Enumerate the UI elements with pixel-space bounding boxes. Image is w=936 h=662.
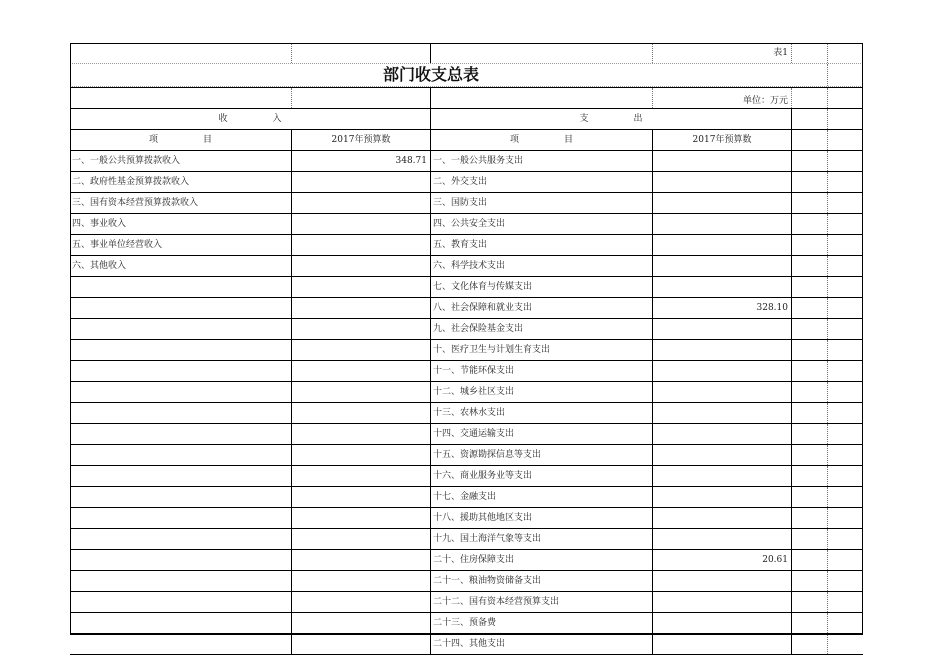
table-row bbox=[70, 298, 863, 319]
income-item-value: 348.71 bbox=[292, 151, 431, 171]
income-empty-cell bbox=[70, 571, 292, 591]
expense-item-label: 二十一、粮油物资储备支出 bbox=[431, 571, 653, 591]
expense-item-label: 七、文化体育与传媒支出 bbox=[431, 277, 653, 297]
expense-item-value bbox=[653, 382, 792, 402]
expense-item-label: 十二、城乡社区支出 bbox=[431, 382, 653, 402]
income-empty-value bbox=[292, 634, 431, 654]
table-row bbox=[70, 592, 863, 613]
expense-item-label: 二十、住房保障支出 bbox=[431, 550, 653, 570]
income-empty-cell bbox=[70, 592, 292, 612]
expense-item-value bbox=[653, 445, 792, 465]
table-row bbox=[70, 445, 863, 466]
income-item-value bbox=[292, 235, 431, 255]
expense-item-label: 十七、金融支出 bbox=[431, 487, 653, 507]
income-empty-cell bbox=[70, 529, 292, 549]
expense-item-label: 二十四、其他支出 bbox=[431, 634, 653, 654]
table-row bbox=[70, 256, 863, 277]
income-empty-cell bbox=[70, 340, 292, 360]
income-empty-value bbox=[292, 466, 431, 486]
income-empty-value bbox=[292, 571, 431, 591]
income-empty-cell bbox=[70, 277, 292, 297]
title-row bbox=[70, 64, 863, 87]
expense-item-label: 五、教育支出 bbox=[431, 235, 653, 255]
section-header-row bbox=[70, 108, 863, 129]
table-row bbox=[70, 529, 863, 550]
expense-item-label: 十、医疗卫生与计划生育支出 bbox=[431, 340, 653, 360]
table-number: 表1 bbox=[653, 43, 792, 63]
table-row bbox=[70, 508, 863, 529]
income-empty-value bbox=[292, 277, 431, 297]
expense-item-label: 十四、交通运输支出 bbox=[431, 424, 653, 444]
unit-label: 单位：万元 bbox=[653, 88, 792, 108]
income-section-header: 收 入 bbox=[70, 109, 431, 129]
unit-row bbox=[70, 87, 863, 108]
expense-item-label: 十五、资源勘探信息等支出 bbox=[431, 445, 653, 465]
expense-item-value bbox=[653, 613, 792, 633]
income-empty-value bbox=[292, 487, 431, 507]
expense-item-label: 一、一般公共服务支出 bbox=[431, 151, 653, 171]
income-empty-cell bbox=[70, 613, 292, 633]
table-row bbox=[70, 361, 863, 382]
income-empty-value bbox=[292, 382, 431, 402]
table-body bbox=[70, 151, 863, 655]
income-empty-cell bbox=[70, 361, 292, 381]
table-row bbox=[70, 151, 863, 172]
table-row bbox=[70, 571, 863, 592]
expense-item-label: 四、公共安全支出 bbox=[431, 214, 653, 234]
expense-item-value bbox=[653, 193, 792, 213]
expense-item-value bbox=[653, 571, 792, 591]
column-header-row bbox=[70, 129, 863, 151]
expense-item-label: 十六、商业服务业等支出 bbox=[431, 466, 653, 486]
table-row bbox=[70, 193, 863, 214]
income-empty-cell bbox=[70, 424, 292, 444]
expense-item-value bbox=[653, 487, 792, 507]
expense-budget-header: 2017年预算数 bbox=[653, 130, 792, 150]
table-row bbox=[70, 613, 863, 634]
expense-item-value: 20.61 bbox=[653, 550, 792, 570]
table-row bbox=[70, 382, 863, 403]
income-empty-cell bbox=[70, 382, 292, 402]
expense-item-header: 项 目 bbox=[431, 130, 653, 150]
income-item-label: 二、政府性基金预算拨款收入 bbox=[70, 172, 292, 192]
income-budget-header: 2017年预算数 bbox=[292, 130, 431, 150]
expense-item-value bbox=[653, 466, 792, 486]
table-row bbox=[70, 487, 863, 508]
expense-item-value bbox=[653, 634, 792, 654]
table-row bbox=[70, 277, 863, 298]
income-empty-value bbox=[292, 550, 431, 570]
table-row bbox=[70, 424, 863, 445]
expense-item-label: 十一、节能环保支出 bbox=[431, 361, 653, 381]
income-empty-value bbox=[292, 298, 431, 318]
expense-item-label: 三、国防支出 bbox=[431, 193, 653, 213]
expense-item-value bbox=[653, 214, 792, 234]
expense-item-label: 六、科学技术支出 bbox=[431, 256, 653, 276]
expense-item-value bbox=[653, 529, 792, 549]
income-empty-cell bbox=[70, 319, 292, 339]
expense-item-label: 十三、农林水支出 bbox=[431, 403, 653, 423]
table-row bbox=[70, 319, 863, 340]
income-item-label: 五、事业单位经营收入 bbox=[70, 235, 292, 255]
income-item-value bbox=[292, 172, 431, 192]
table-number-row bbox=[70, 43, 863, 64]
income-empty-value bbox=[292, 529, 431, 549]
expense-item-label: 二、外交支出 bbox=[431, 172, 653, 192]
income-empty-value bbox=[292, 340, 431, 360]
expense-item-label: 九、社会保险基金支出 bbox=[431, 319, 653, 339]
table-row bbox=[70, 235, 863, 256]
income-empty-value bbox=[292, 508, 431, 528]
budget-sheet bbox=[70, 43, 863, 655]
income-empty-cell bbox=[70, 298, 292, 318]
income-empty-value bbox=[292, 613, 431, 633]
income-empty-cell bbox=[70, 508, 292, 528]
table-row bbox=[70, 403, 863, 424]
page-title: 部门收支总表 bbox=[382, 65, 479, 84]
income-empty-value bbox=[292, 403, 431, 423]
income-empty-value bbox=[292, 445, 431, 465]
income-item-value bbox=[292, 193, 431, 213]
income-item-header: 项 目 bbox=[70, 130, 292, 150]
income-item-value bbox=[292, 214, 431, 234]
income-item-label: 三、国有资本经营预算拨款收入 bbox=[70, 193, 292, 213]
expense-section-header: 支 出 bbox=[431, 109, 792, 129]
expense-item-value bbox=[653, 256, 792, 276]
table-row bbox=[70, 172, 863, 193]
expense-item-value bbox=[653, 592, 792, 612]
expense-item-label: 十八、援助其他地区支出 bbox=[431, 508, 653, 528]
table-row bbox=[70, 214, 863, 235]
income-item-label: 四、事业收入 bbox=[70, 214, 292, 234]
table-row bbox=[70, 634, 863, 655]
expense-item-value bbox=[653, 319, 792, 339]
income-empty-cell bbox=[70, 466, 292, 486]
expense-item-value bbox=[653, 151, 792, 171]
expense-item-value bbox=[653, 361, 792, 381]
expense-item-value bbox=[653, 403, 792, 423]
income-empty-cell bbox=[70, 445, 292, 465]
income-item-value bbox=[292, 256, 431, 276]
table-row bbox=[70, 550, 863, 571]
table-row bbox=[70, 466, 863, 487]
table-row bbox=[70, 340, 863, 361]
income-empty-value bbox=[292, 424, 431, 444]
expense-item-value: 328.10 bbox=[653, 298, 792, 318]
income-item-label: 六、其他收入 bbox=[70, 256, 292, 276]
expense-item-value bbox=[653, 277, 792, 297]
expense-item-value bbox=[653, 172, 792, 192]
expense-item-label: 二十三、预备费 bbox=[431, 613, 653, 633]
expense-item-value bbox=[653, 424, 792, 444]
income-empty-cell bbox=[70, 403, 292, 423]
expense-item-label: 二十二、国有资本经营预算支出 bbox=[431, 592, 653, 612]
income-empty-cell bbox=[70, 487, 292, 507]
income-empty-cell bbox=[70, 634, 292, 654]
expense-item-label: 十九、国土海洋气象等支出 bbox=[431, 529, 653, 549]
expense-item-value bbox=[653, 340, 792, 360]
income-empty-value bbox=[292, 361, 431, 381]
expense-item-value bbox=[653, 508, 792, 528]
income-empty-cell bbox=[70, 550, 292, 570]
expense-item-label: 八、社会保障和就业支出 bbox=[431, 298, 653, 318]
income-empty-value bbox=[292, 592, 431, 612]
expense-item-value bbox=[653, 235, 792, 255]
income-item-label: 一、一般公共预算拨款收入 bbox=[70, 151, 292, 171]
income-empty-value bbox=[292, 319, 431, 339]
